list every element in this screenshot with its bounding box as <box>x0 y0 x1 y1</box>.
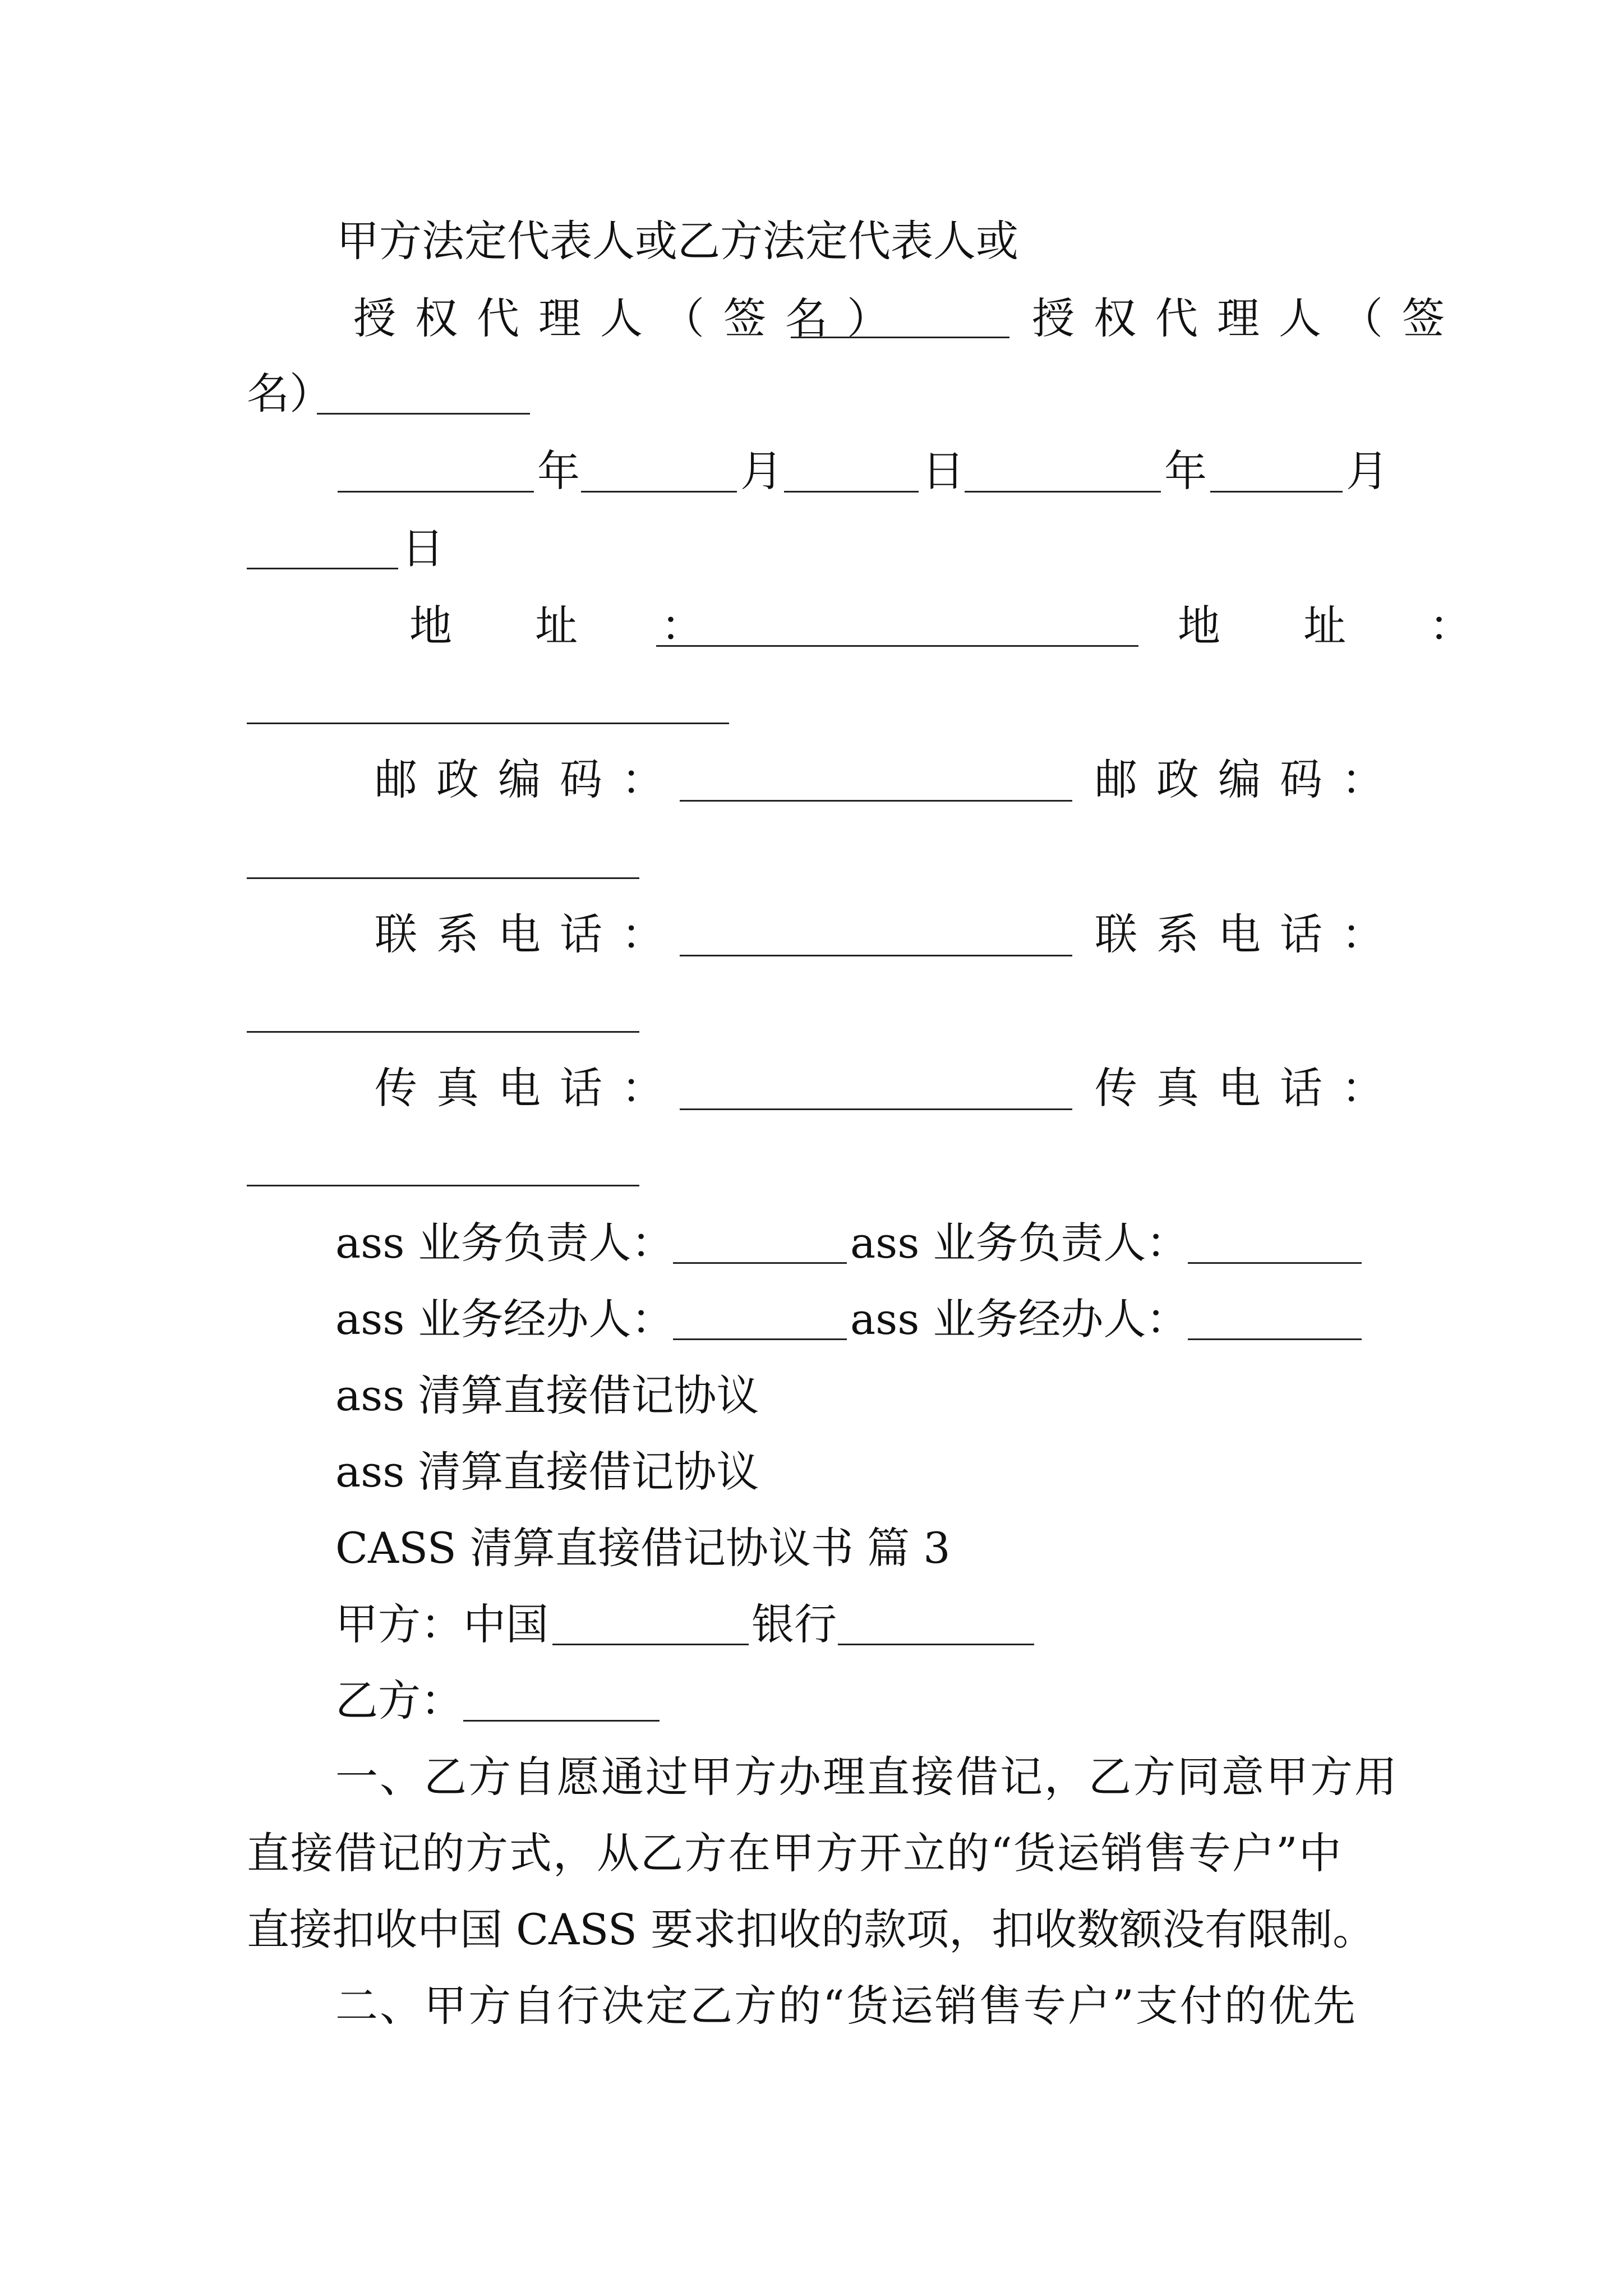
party-a-bank-label: 银行 <box>751 1599 837 1649</box>
party-a-signature-label: 授权代理人（签名） <box>353 293 909 343</box>
year-label-a: 年 <box>537 446 580 496</box>
fax-label-a: 传真电话： <box>375 1063 683 1113</box>
party-a-blank-2 <box>838 1644 1034 1645</box>
agreement-heading: CASS 清算直接借记协议书 篇 3 <box>335 1523 951 1573</box>
agreement-title-repeat-1: ass 清算直接借记协议 <box>335 1370 759 1420</box>
day-label-a: 日 <box>922 446 965 496</box>
party-a-blank-1 <box>552 1644 749 1645</box>
business-handler-label-b: ass 业务经办人： <box>850 1294 1189 1344</box>
month-label-b: 月 <box>1346 446 1389 496</box>
business-handler-blank-a <box>673 1338 847 1340</box>
party-a-label: 甲方：中国 <box>335 1599 548 1649</box>
year-blank-a <box>338 491 534 493</box>
fax-blank-a <box>680 1108 1072 1110</box>
fax-blank-b <box>247 1185 639 1186</box>
clause-2-line-1: 二、甲方自行决定乙方的“货运销售专户”支付的优先 <box>335 1981 1357 2031</box>
postcode-blank-a <box>680 800 1072 802</box>
postcode-label-b: 邮政编码： <box>1095 754 1403 804</box>
year-blank-b <box>965 491 1161 493</box>
address-blank-b <box>247 723 729 724</box>
agreement-title-repeat-2: ass 清算直接借记协议 <box>335 1447 759 1497</box>
business-handler-blank-b <box>1188 1338 1362 1340</box>
phone-label-b: 联系电话： <box>1095 909 1403 959</box>
clause-1-line-3: 直接扣收中国 CASS 要求扣收的款项，扣收数额没有限制。 <box>247 1904 1376 1954</box>
party-b-label: 乙方： <box>335 1676 463 1726</box>
party-a-signature-blank <box>791 337 1009 338</box>
month-blank-a <box>581 491 737 493</box>
postcode-label-a: 邮政编码： <box>375 754 683 804</box>
business-manager-label-b: ass 业务负责人： <box>850 1218 1189 1268</box>
address-label-b: 地 址 ： <box>1178 601 1507 651</box>
party-b-blank <box>463 1720 660 1722</box>
day-blank-a <box>784 491 919 493</box>
clause-1-line-1: 一、乙方自愿通过甲方办理直接借记，乙方同意甲方用 <box>335 1752 1399 1802</box>
party-b-signature-label-cont: 名） <box>247 369 332 418</box>
phone-blank-b <box>247 1031 639 1033</box>
year-label-b: 年 <box>1164 446 1207 496</box>
day-blank-b <box>247 568 398 569</box>
business-manager-blank-b <box>1188 1262 1362 1264</box>
month-blank-b <box>1210 491 1343 493</box>
party-b-signature-blank <box>317 413 530 415</box>
phone-label-a: 联系电话： <box>375 909 683 959</box>
fax-label-b: 传真电话： <box>1095 1063 1403 1113</box>
address-label-a: 地 址 ： <box>409 601 739 651</box>
business-manager-label-a: ass 业务负责人： <box>335 1218 674 1268</box>
clause-1-line-2: 直接借记的方式，从乙方在甲方开立的“货运销售专户”中 <box>247 1828 1343 1878</box>
party-b-signature-label: 授权代理人（签 <box>1032 293 1464 343</box>
signature-heading: 甲方法定代表人或乙方法定代表人或 <box>336 216 1018 266</box>
postcode-blank-b <box>247 877 639 879</box>
phone-blank-a <box>680 955 1072 956</box>
address-blank-a <box>656 645 1138 647</box>
business-manager-blank-a <box>673 1262 847 1264</box>
month-label-a: 月 <box>740 446 783 496</box>
business-handler-label-a: ass 业务经办人： <box>335 1294 674 1344</box>
day-label-b: 日 <box>402 523 444 573</box>
